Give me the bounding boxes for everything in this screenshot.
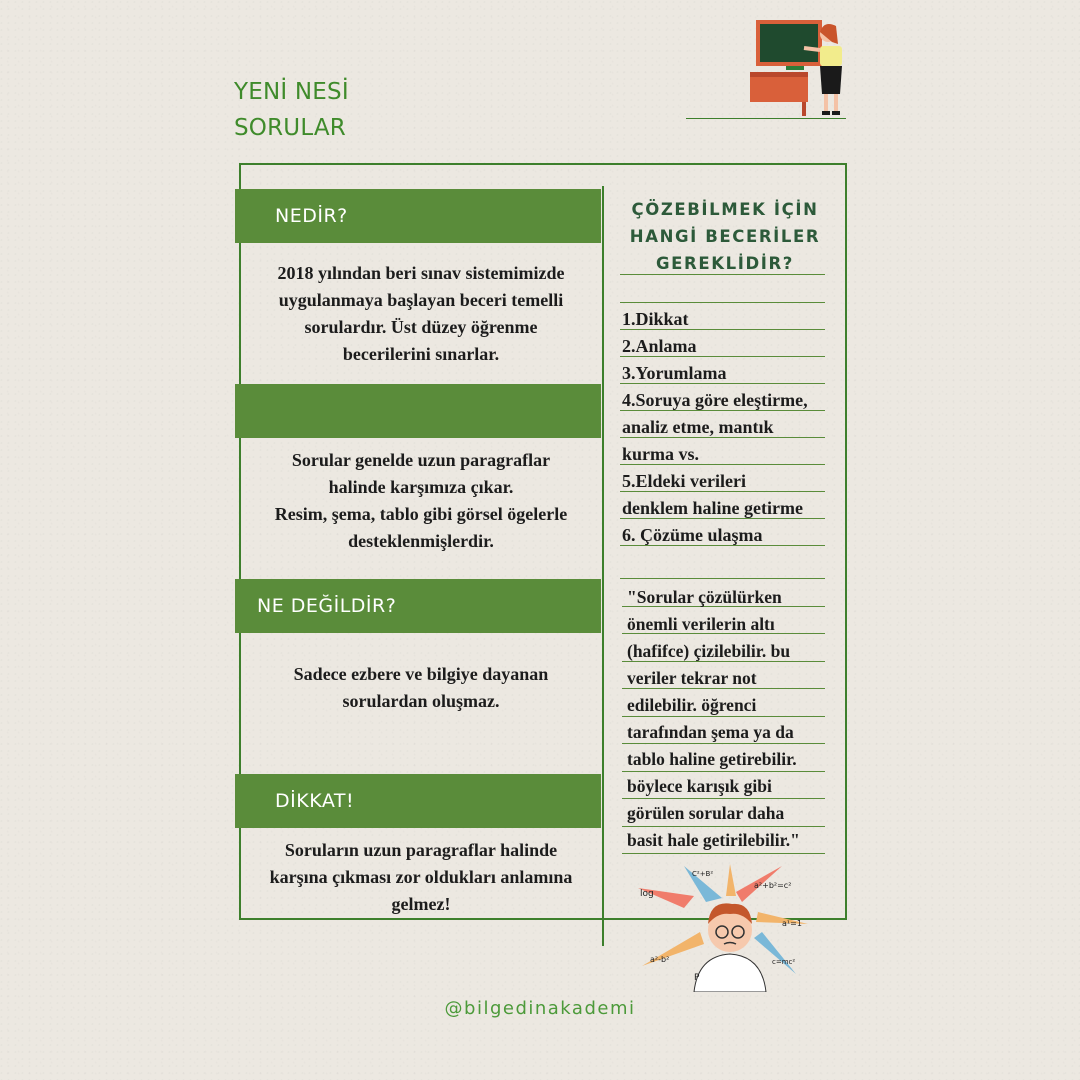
text-line: Sorular genelde uzun paragraflar xyxy=(291,450,551,470)
skills-heading-line: GEREKLİDİR? xyxy=(656,254,794,273)
skill-item: 1.Dikkat xyxy=(622,309,689,329)
confused-student-illustration xyxy=(632,862,814,992)
column-divider xyxy=(602,186,604,946)
skill-item: analiz etme, mantık xyxy=(622,417,774,437)
formula-label: a²-b² xyxy=(650,955,670,964)
quote-line: görülen sorular daha xyxy=(627,803,785,823)
skill-item: 6. Çözüme ulaşma xyxy=(622,525,763,545)
title-line-2: SORULAR xyxy=(234,115,346,141)
title-line-1: YENİ NESİ xyxy=(234,79,349,105)
quote-line: edilebilir. öğrenci xyxy=(627,695,757,715)
text-line: Soruların uzun paragraflar halinde xyxy=(284,840,558,860)
text-line: Sadece ezbere ve bilgiye dayanan xyxy=(293,664,549,684)
rule xyxy=(620,274,825,275)
text-line: Resim, şema, tablo gibi görsel ögelerle xyxy=(274,504,568,524)
section-text-nedir xyxy=(240,260,602,368)
quote-line: veriler tekrar not xyxy=(627,668,757,688)
skills-heading-line: HANGİ BECERİLER xyxy=(629,227,821,246)
skill-item: 5.Eldeki verileri xyxy=(622,471,746,491)
section-bar-ne-degildir xyxy=(235,579,601,633)
text-line: becerilerini sınarlar. xyxy=(342,344,500,364)
section-text-format xyxy=(240,447,602,555)
section-text-ne-degildir xyxy=(240,661,602,715)
text-line: uygulanmaya başlayan beceri temelli xyxy=(278,290,564,310)
formula-label: log xyxy=(640,889,654,899)
formula-label: a²+b²=c² xyxy=(754,881,792,890)
text-line: karşına çıkması zor oldukları anlamına xyxy=(269,867,573,887)
text-line: sorulardan oluşmaz. xyxy=(342,691,500,711)
section-bar-nedir xyxy=(235,189,601,243)
formula-label: a¹=1 xyxy=(782,919,802,928)
section-heading-ne-degildir: NE DEĞİLDİR? xyxy=(257,595,397,617)
formula-label: C²+B² xyxy=(692,870,714,878)
quote-line: tarafından şema ya da xyxy=(627,722,794,742)
rule xyxy=(620,302,825,303)
page-title xyxy=(234,74,349,146)
skill-item: 3.Yorumlama xyxy=(622,363,727,383)
skill-item: kurma vs. xyxy=(622,444,700,464)
skill-item: denklem haline getirme xyxy=(622,498,803,518)
formula-label: c=mc² xyxy=(772,958,796,966)
footer-handle: @bilgedinakademi xyxy=(444,998,636,1019)
quote-line: (hafifce) çizilebilir. bu xyxy=(627,641,791,661)
text-line: gelmez! xyxy=(391,894,451,914)
section-heading-dikkat: DİKKAT! xyxy=(275,790,355,812)
text-line: desteklenmişlerdir. xyxy=(348,531,494,551)
section-bar-blank xyxy=(235,384,601,438)
section-bar-dikkat xyxy=(235,774,601,828)
section-text-dikkat xyxy=(240,837,602,918)
text-line: halinde karşımıza çıkar. xyxy=(328,477,514,497)
skills-heading xyxy=(612,196,838,277)
teacher-illustration xyxy=(746,18,850,118)
quote-line: önemli verilerin altı xyxy=(627,614,775,634)
quote-line: "Sorular çözülürken xyxy=(627,587,782,607)
skills-heading-line: ÇÖZEBİLMEK İÇİN xyxy=(631,200,819,219)
skill-item: 2.Anlama xyxy=(622,336,697,356)
rule xyxy=(620,578,825,579)
teacher-underline xyxy=(686,118,846,119)
quote-line: basit hale getirilebilir." xyxy=(627,830,800,850)
formula-label: P xyxy=(694,973,700,983)
text-line: sorulardır. Üst düzey öğrenme xyxy=(304,317,538,337)
quote-line: böylece karışık gibi xyxy=(627,776,772,796)
section-heading-nedir: NEDİR? xyxy=(275,205,348,227)
quote-line: tablo haline getirebilir. xyxy=(627,749,797,769)
skill-item: 4.Soruya göre eleştirme, xyxy=(622,390,808,410)
text-line: 2018 yılından beri sınav sistemimizde xyxy=(277,263,565,283)
